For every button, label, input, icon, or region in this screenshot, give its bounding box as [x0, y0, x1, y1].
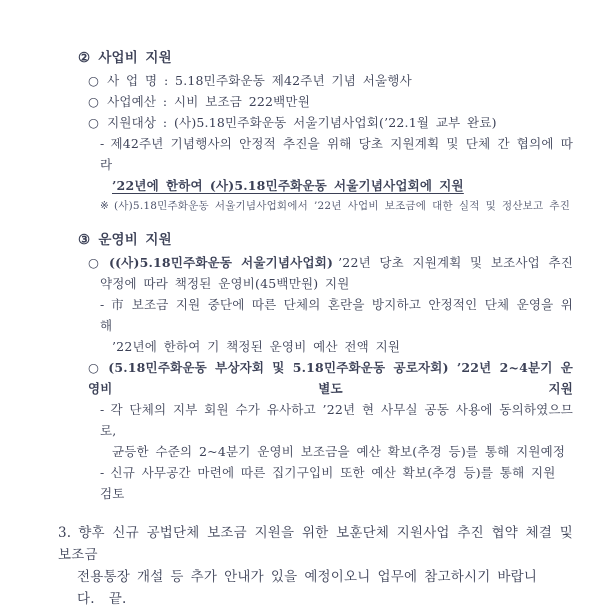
detail-city-subsidy-line2	[58, 336, 573, 357]
detail-project-line1	[58, 133, 573, 175]
closing-paragraph	[58, 522, 573, 610]
detail-text: ’22년에 한하여 기 책정된 운영비 예산 전액 지원	[112, 339, 401, 354]
closing-line1	[58, 522, 573, 566]
bullet-injured-merit-assoc	[58, 357, 573, 399]
dash-bullet-icon: -	[100, 465, 105, 480]
detail-text: 각 단체의 지부 회원 수가 유사하고 ’22년 현 사무실 공동 사용에 동의하였으므로,	[100, 402, 573, 438]
circle-bullet-icon: ○	[88, 115, 100, 130]
dash-bullet-icon: -	[100, 297, 105, 312]
reference-mark-icon: ※	[100, 200, 109, 212]
bullet-text: 약정에 따라 책정된 운영비(45백만원) 지원	[100, 276, 350, 291]
section-title: 운영비 지원	[98, 232, 172, 248]
circle-bullet-icon: ○	[88, 255, 101, 270]
bullet-memorial-assoc-line2	[58, 273, 573, 294]
circle-bullet-icon: ○	[88, 73, 100, 88]
detail-text: 제42주년 기념행사의 안정적 추진을 위해 당초 지원계획 및 단체 간 협의에 따라	[100, 136, 573, 172]
section-heading-operating	[58, 230, 573, 251]
bullet-project-budget	[58, 91, 573, 112]
bullet-text-bold: (5.18민주화운동 부상자회 및 5.18민주화운동 공로자회) ’22년 2~4분기 운영비 별도 지원	[88, 360, 573, 396]
closing-text: 전용통장 개설 등 추가 안내가 있을 예정이오니 업무에 참고하시기 바랍니다. 끝.	[77, 569, 538, 607]
dash-bullet-icon: -	[100, 136, 105, 151]
section-heading-project	[58, 48, 573, 69]
underlined-support-text: ’22년에 한하여 (사)5.18민주화운동 서울기념사업회에 지원	[112, 178, 464, 193]
detail-text: 균등한 수준의 2~4분기 운영비 보조금을 예산 확보(추경 등)를 통해 지원예정	[112, 444, 566, 459]
bullet-project-target	[58, 112, 573, 133]
detail-equal-support-line1	[58, 399, 573, 441]
bullet-text: 지원대상 : (사)5.18민주화운동 서울기념사업회(’22.1월 교부 완료)	[107, 115, 497, 130]
section-number-circle: ③	[78, 232, 91, 248]
detail-text: 市 보조금 지원 중단에 따른 단체의 혼란을 방지하고 안정적인 단체 운영을 위해	[100, 297, 573, 333]
section-operating-support	[58, 230, 573, 504]
section-number-circle: ②	[78, 50, 91, 66]
org-name-bold: ((사)5.18민주화운동 서울기념사업회)	[108, 255, 334, 270]
bullet-text: 사업예산 : 시비 보조금 222백만원	[107, 94, 310, 109]
detail-city-subsidy-line1	[58, 294, 573, 336]
footnote-text: (사)5.18민주화운동 서울기념사업회에서 ’22년 사업비 보조금에 대한 실적 및 정산보고 추진	[114, 200, 571, 212]
detail-text: 신규 사무공간 마련에 따른 집기구입비 또한 예산 확보(추경 등)를 통해 지원 검토	[100, 465, 556, 501]
footnote-settlement-report	[58, 196, 573, 216]
detail-project-line2	[58, 175, 573, 196]
circle-bullet-icon: ○	[88, 94, 100, 109]
closing-line2	[58, 566, 573, 610]
bullet-text: 사 업 명 : 5.18민주화운동 제42주년 기념 서울행사	[107, 73, 412, 88]
closing-text: 향후 신규 공법단체 보조금 지원을 위한 보훈단체 지원사업 추진 협약 체결 및 보조금	[58, 525, 573, 563]
dash-bullet-icon: -	[100, 402, 105, 417]
section-project-support	[58, 48, 573, 216]
detail-office-furniture	[58, 462, 573, 504]
circle-bullet-icon: ○	[88, 360, 101, 375]
bullet-project-name	[58, 70, 573, 91]
bullet-memorial-assoc-line1	[58, 252, 573, 273]
paragraph-number: 3.	[58, 525, 72, 541]
detail-equal-support-line2	[58, 441, 573, 462]
section-title: 사업비 지원	[98, 50, 172, 66]
bullet-text: ’22년 당초 지원계획 및 보조사업 추진	[338, 255, 573, 270]
